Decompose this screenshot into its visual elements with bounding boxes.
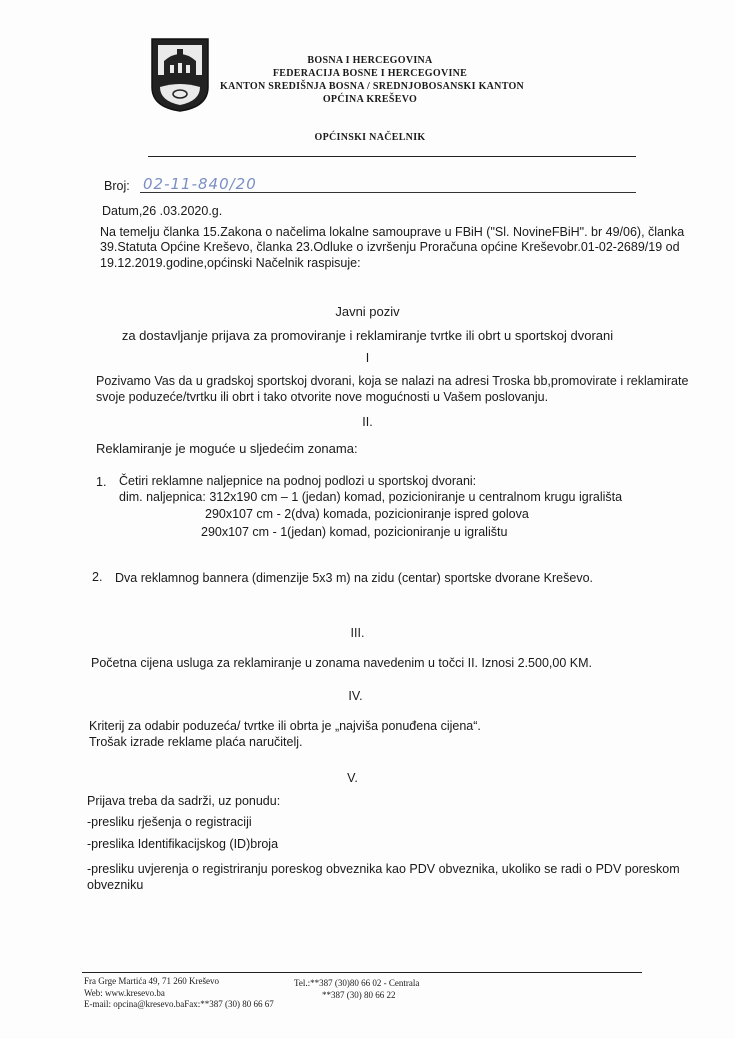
section-4-line-1: Kriterij za odabir poduzeća/ tvrtke ili obrta je „najviša ponuđena cijena“. [89,719,481,733]
list-item-1-number: 1. [96,475,107,489]
dimension-line-3: 290x107 cm - 1(jedan) komad, pozicioniranje u igralištu [201,525,508,539]
ref-number-label: Broj: [104,179,130,193]
footer-phone-2: **387 (30) 80 66 22 [322,990,396,1000]
document-date: Datum,26 .03.2020.g. [102,204,223,218]
intro-line-1: Na temelju članka 15.Zakona o načelima lokalne samouprave u FBiH ("Sl. NovineFBiH". br 49/06), članka [100,225,685,239]
section-3-text: Početna cijena usluga za reklamiranje u zonama navedenim u točci II. Iznosi 2.500,00 KM. [91,656,592,670]
header-municipality: OPĆINA KREŠEVO [322,94,418,105]
document-subtitle: za dostavljanje prijava za promoviranje i reklamiranje tvrtke ili obrt u sportskoj dvorani [121,328,614,343]
required-doc-2: -preslika Identifikacijskog (ID)broja [87,837,279,851]
dimension-line-2: 290x107 cm - 2(dva) komada, pozicioniranje ispred golova [205,507,529,521]
document-title: Javni poziv [335,304,400,319]
section-4-number: IV. [348,689,363,703]
list-item-1-text: Četiri reklamne naljepnice na podnoj podlozi u sportskoj dvorani: [119,474,477,488]
section-1-line-2: svoje poduzeće/tvrtku ili obrt i tako otvorite nove mogućnosti u Vašem poslovanju. [96,390,549,404]
section-5-intro: Prijava treba da sadrži, uz ponudu: [87,794,281,808]
section-5-number: V. [347,771,358,785]
section-2-number: II. [362,415,373,429]
required-doc-3-cont: obvezniku [87,878,144,892]
list-item-2-number: 2. [92,570,103,584]
footer-phone-central: Tel.:**387 (30)80 66 02 - Centrala [294,978,420,988]
required-doc-3: -presliku uvjerenja o registriranju poreskog obveznika kao PDV obveznika, ukoliko se radi o PDV poreskom [87,862,680,876]
header-divider [148,156,636,157]
section-1-line-1: Pozivamo Vas da u gradskoj sportskoj dvorani, koja se nalazi na adresi Troska bb,promovirate i reklamirate [96,374,689,388]
footer-address: Fra Grge Martića 49, 71 260 Kreševo [84,976,220,986]
header-federation: FEDERACIJA BOSNE I HERCEGOVINE [272,68,468,79]
section-2-intro: Reklamiranje je moguće u sljedećim zonama: [96,441,358,456]
coat-of-arms-emblem [150,37,210,113]
header-country: BOSNA I HERCEGOVINA [307,55,433,66]
intro-line-2: 39.Statuta Općine Kreševo, članka 23.Odluke o izvršenju Proračuna općine Kreševobr.01-02-2689/19 od [100,240,680,254]
intro-line-3: 19.12.2019.godine,općinski Načelnik raspisuje: [100,256,361,270]
footer-divider [82,972,642,973]
footer-web: Web: www.kresevo.ba [84,988,165,998]
header-canton: KANTON SREDIŠNJA BOSNA / SREDNJOBOSANSKI KANTON [220,81,525,92]
dimension-line-1: dim. naljepnica: 312x190 cm – 1 (jedan) komad, pozicioniranje u centralnom krugu igrališta [119,490,623,504]
section-3-number: III. [350,626,365,640]
ref-number-handwritten: 02-11-840/20 [143,175,257,193]
footer-email-fax: E-mail: opcina@kresevo.baFax:**387 (30) 80 66 67 [84,999,274,1009]
ref-number-line [140,192,636,193]
header-office: OPĆINSKI NAČELNIK [314,132,426,143]
list-item-2-text: Dva reklamnog bannera (dimenzije 5x3 m) na zidu (centar) sportske dvorane Kreševo. [115,571,594,585]
section-4-line-2: Trošak izrade reklame plaća naručitelj. [89,735,303,749]
required-doc-1: -presliku rješenja o registraciji [87,815,252,829]
section-1-number: I [365,351,370,365]
